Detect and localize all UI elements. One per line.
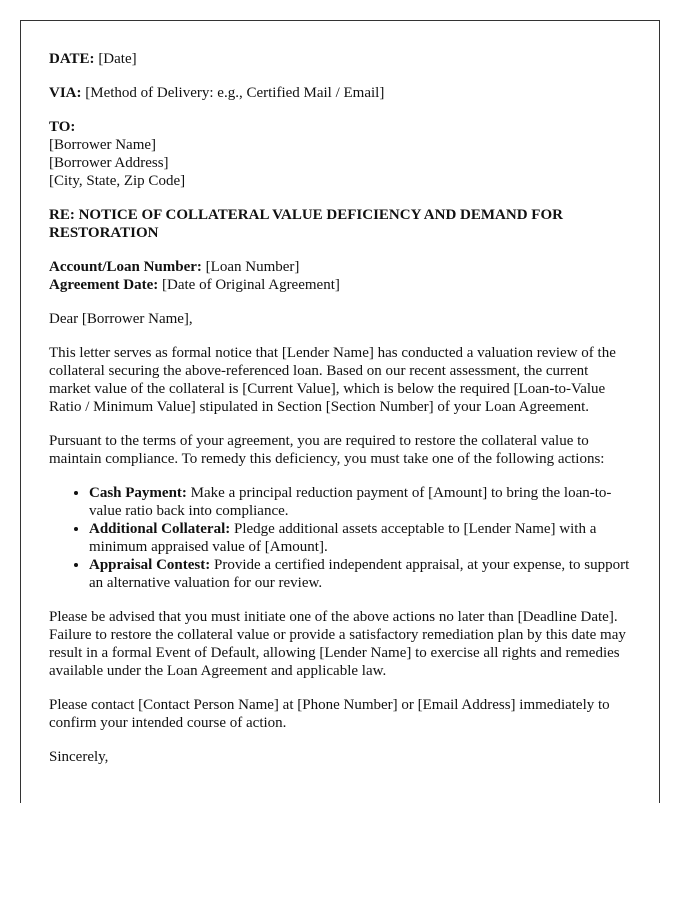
date-line: DATE: [Date] xyxy=(49,51,137,67)
list-item: • Appraisal Contest: Provide a certified independent appraisal, at your expense, to support an alternative valuation for our review. xyxy=(89,556,630,592)
via-line: VIA: [Method of Delivery: e.g., Certified Mail / Email] xyxy=(49,85,385,101)
body-paragraph: Pursuant to the terms of your agreement, you are required to restore the collateral value to maintain compliance. To remedy this deficiency, you must take one of the following actions: xyxy=(49,433,605,467)
options-list xyxy=(49,484,630,592)
body-paragraph: This letter serves as formal notice that [Lender Name] has conducted a valuation review of the collateral securing the above-referenced loan. Based on our recent assessment, the current market value of the collateral is [Current Value], which is below the required [Loan-to-Value Ratio / Minimum Value] stipulated in Section [Section Number] of your Loan Agreement. xyxy=(49,345,616,415)
letter-page xyxy=(20,20,660,803)
body-paragraph: Please contact [Contact Person Name] at [Phone Number] or [Email Address] immediately to confirm your intended course of action. xyxy=(49,697,610,731)
closing: Sincerely, xyxy=(49,749,109,765)
recipient-block: TO: [Borrower Name] [Borrower Address] [City, State, Zip Code] xyxy=(49,119,186,189)
list-item: • Additional Collateral: Pledge additional assets acceptable to [Lender Name] with a minimum appraised value of [Amount]. xyxy=(89,520,630,556)
body-paragraph: Please be advised that you must initiate one of the above actions no later than [Deadline Date]. Failure to restore the collateral value or provide a satisfactory remediation plan by this date may result in a formal Event of Default, allowing [Lender Name] to exercise all rights and remedies available under the Loan Agreement and applicable law. xyxy=(49,609,626,679)
reference-block: Account/Loan Number: [Loan Number] Agreement Date: [Date of Original Agreement] xyxy=(49,259,340,293)
salutation: Dear [Borrower Name], xyxy=(49,311,193,327)
subject-line: RE: NOTICE OF COLLATERAL VALUE DEFICIENCY AND DEMAND FOR RESTORATION xyxy=(49,207,563,241)
list-item: • Cash Payment: Make a principal reduction payment of [Amount] to bring the loan-to-value ratio back into compliance. xyxy=(89,484,630,520)
